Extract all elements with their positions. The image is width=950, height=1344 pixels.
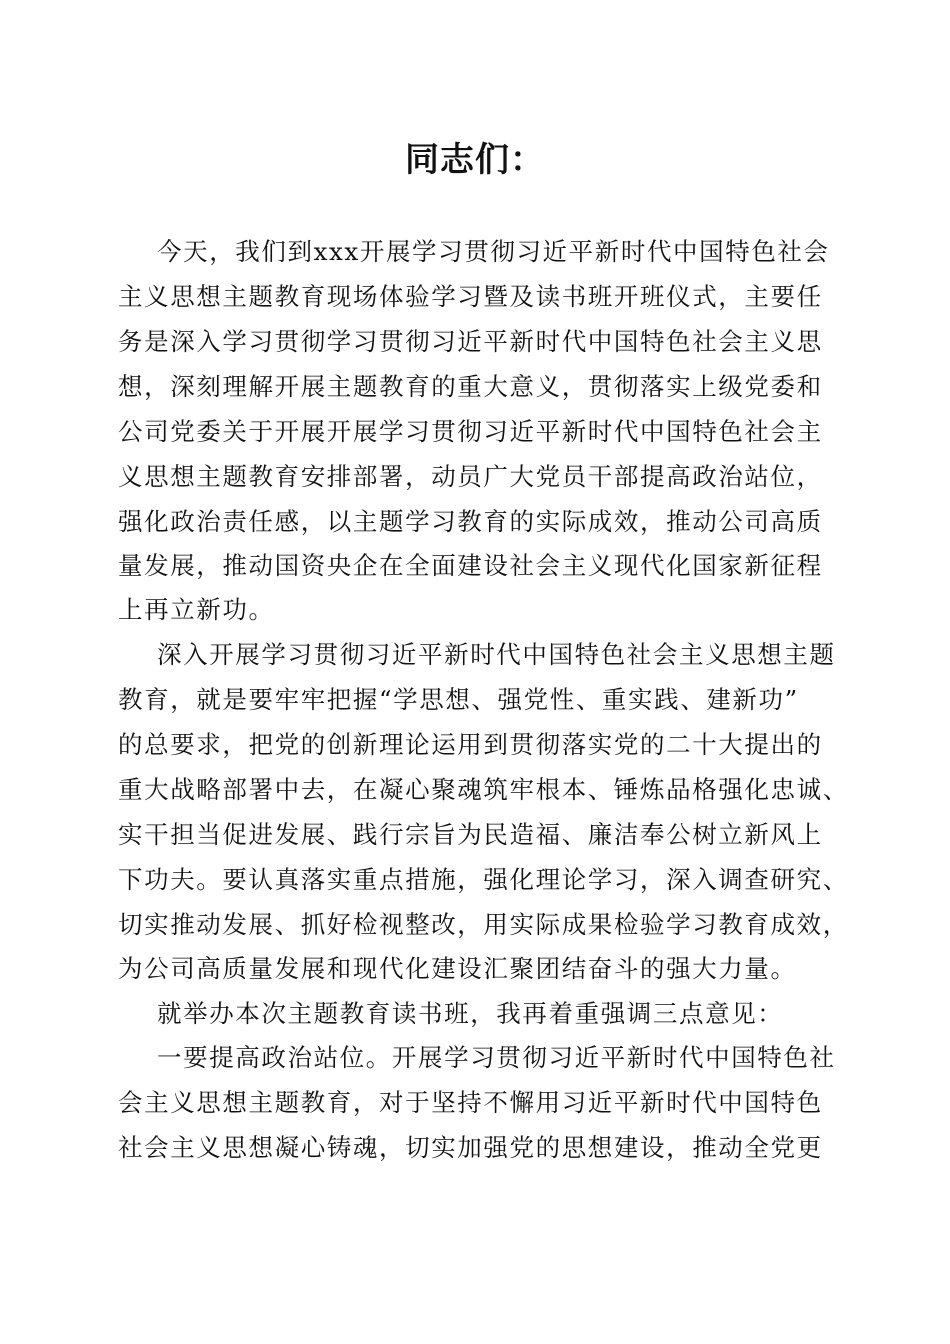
paragraph-4-line-3: 社会主义思想凝心铸魂，切实加强党的思想建设，推动全党更 [118, 1133, 823, 1162]
paragraph-1-line-1: 今天，我们到xxx开展学习贯彻习近平新时代中国特色社会 [157, 237, 830, 266]
paragraph-1-line-4: 想，深刻理解开展主题教育的重大意义，贯彻落实上级党委和 [118, 372, 823, 401]
page-title: 同志们： [405, 140, 545, 180]
paragraph-2-line-3: 的总要求，把党的创新理论运用到贯彻落实党的二十大提出的 [118, 730, 823, 759]
paragraph-1-line-6: 义思想主题教育安排部署，动员广大党员干部提高政治站位， [118, 462, 823, 491]
paragraph-1-line-3: 务是深入学习贯彻学习贯彻习近平新时代中国特色社会主义思 [118, 327, 823, 356]
paragraph-4-line-2: 会主义思想主题教育，对于坚持不懈用习近平新时代中国特色 [118, 1088, 823, 1117]
paragraph-4-line-1: 一要提高政治站位。开展学习贯彻习近平新时代中国特色社 [157, 1043, 836, 1072]
paragraph-1-line-9: 上再立新功。 [118, 595, 275, 624]
paragraph-2-line-6: 下功夫。要认真落实重点措施，强化理论学习，深入调查研究、 [118, 865, 849, 894]
paragraph-2-line-7: 切实推动发展、抓好检视整改，用实际成果检验学习教育成效， [118, 910, 849, 939]
paragraph-1-line-5: 公司党委关于开展开展学习贯彻习近平新时代中国特色社会主 [118, 417, 823, 446]
paragraph-2-line-8: 为公司高质量发展和现代化建设汇聚团结奋斗的强大力量。 [118, 954, 797, 983]
paragraph-2-line-5: 实干担当促进发展、践行宗旨为民造福、廉洁奉公树立新风上 [118, 820, 823, 849]
paragraph-1-line-8: 量发展，推动国资央企在全面建设社会主义现代化国家新征程 [118, 551, 823, 580]
paragraph-1-line-2: 主义思想主题教育现场体验学习暨及读书班开班仪式，主要任 [118, 282, 823, 311]
paragraph-3-line-1: 就举办本次主题教育读书班，我再着重强调三点意见： [157, 999, 784, 1028]
paragraph-2-line-2: 教育，就是要牢牢把握“学思想、强党性、重实践、建新功” [118, 685, 799, 714]
paragraph-2-line-1: 深入开展学习贯彻习近平新时代中国特色社会主义思想主题 [157, 640, 836, 669]
paragraph-1-line-7: 强化政治责任感，以主题学习教育的实际成效，推动公司高质 [118, 507, 823, 536]
paragraph-2-line-4: 重大战略部署中去，在凝心聚魂筑牢根本、锤炼品格强化忠诚、 [118, 775, 849, 804]
